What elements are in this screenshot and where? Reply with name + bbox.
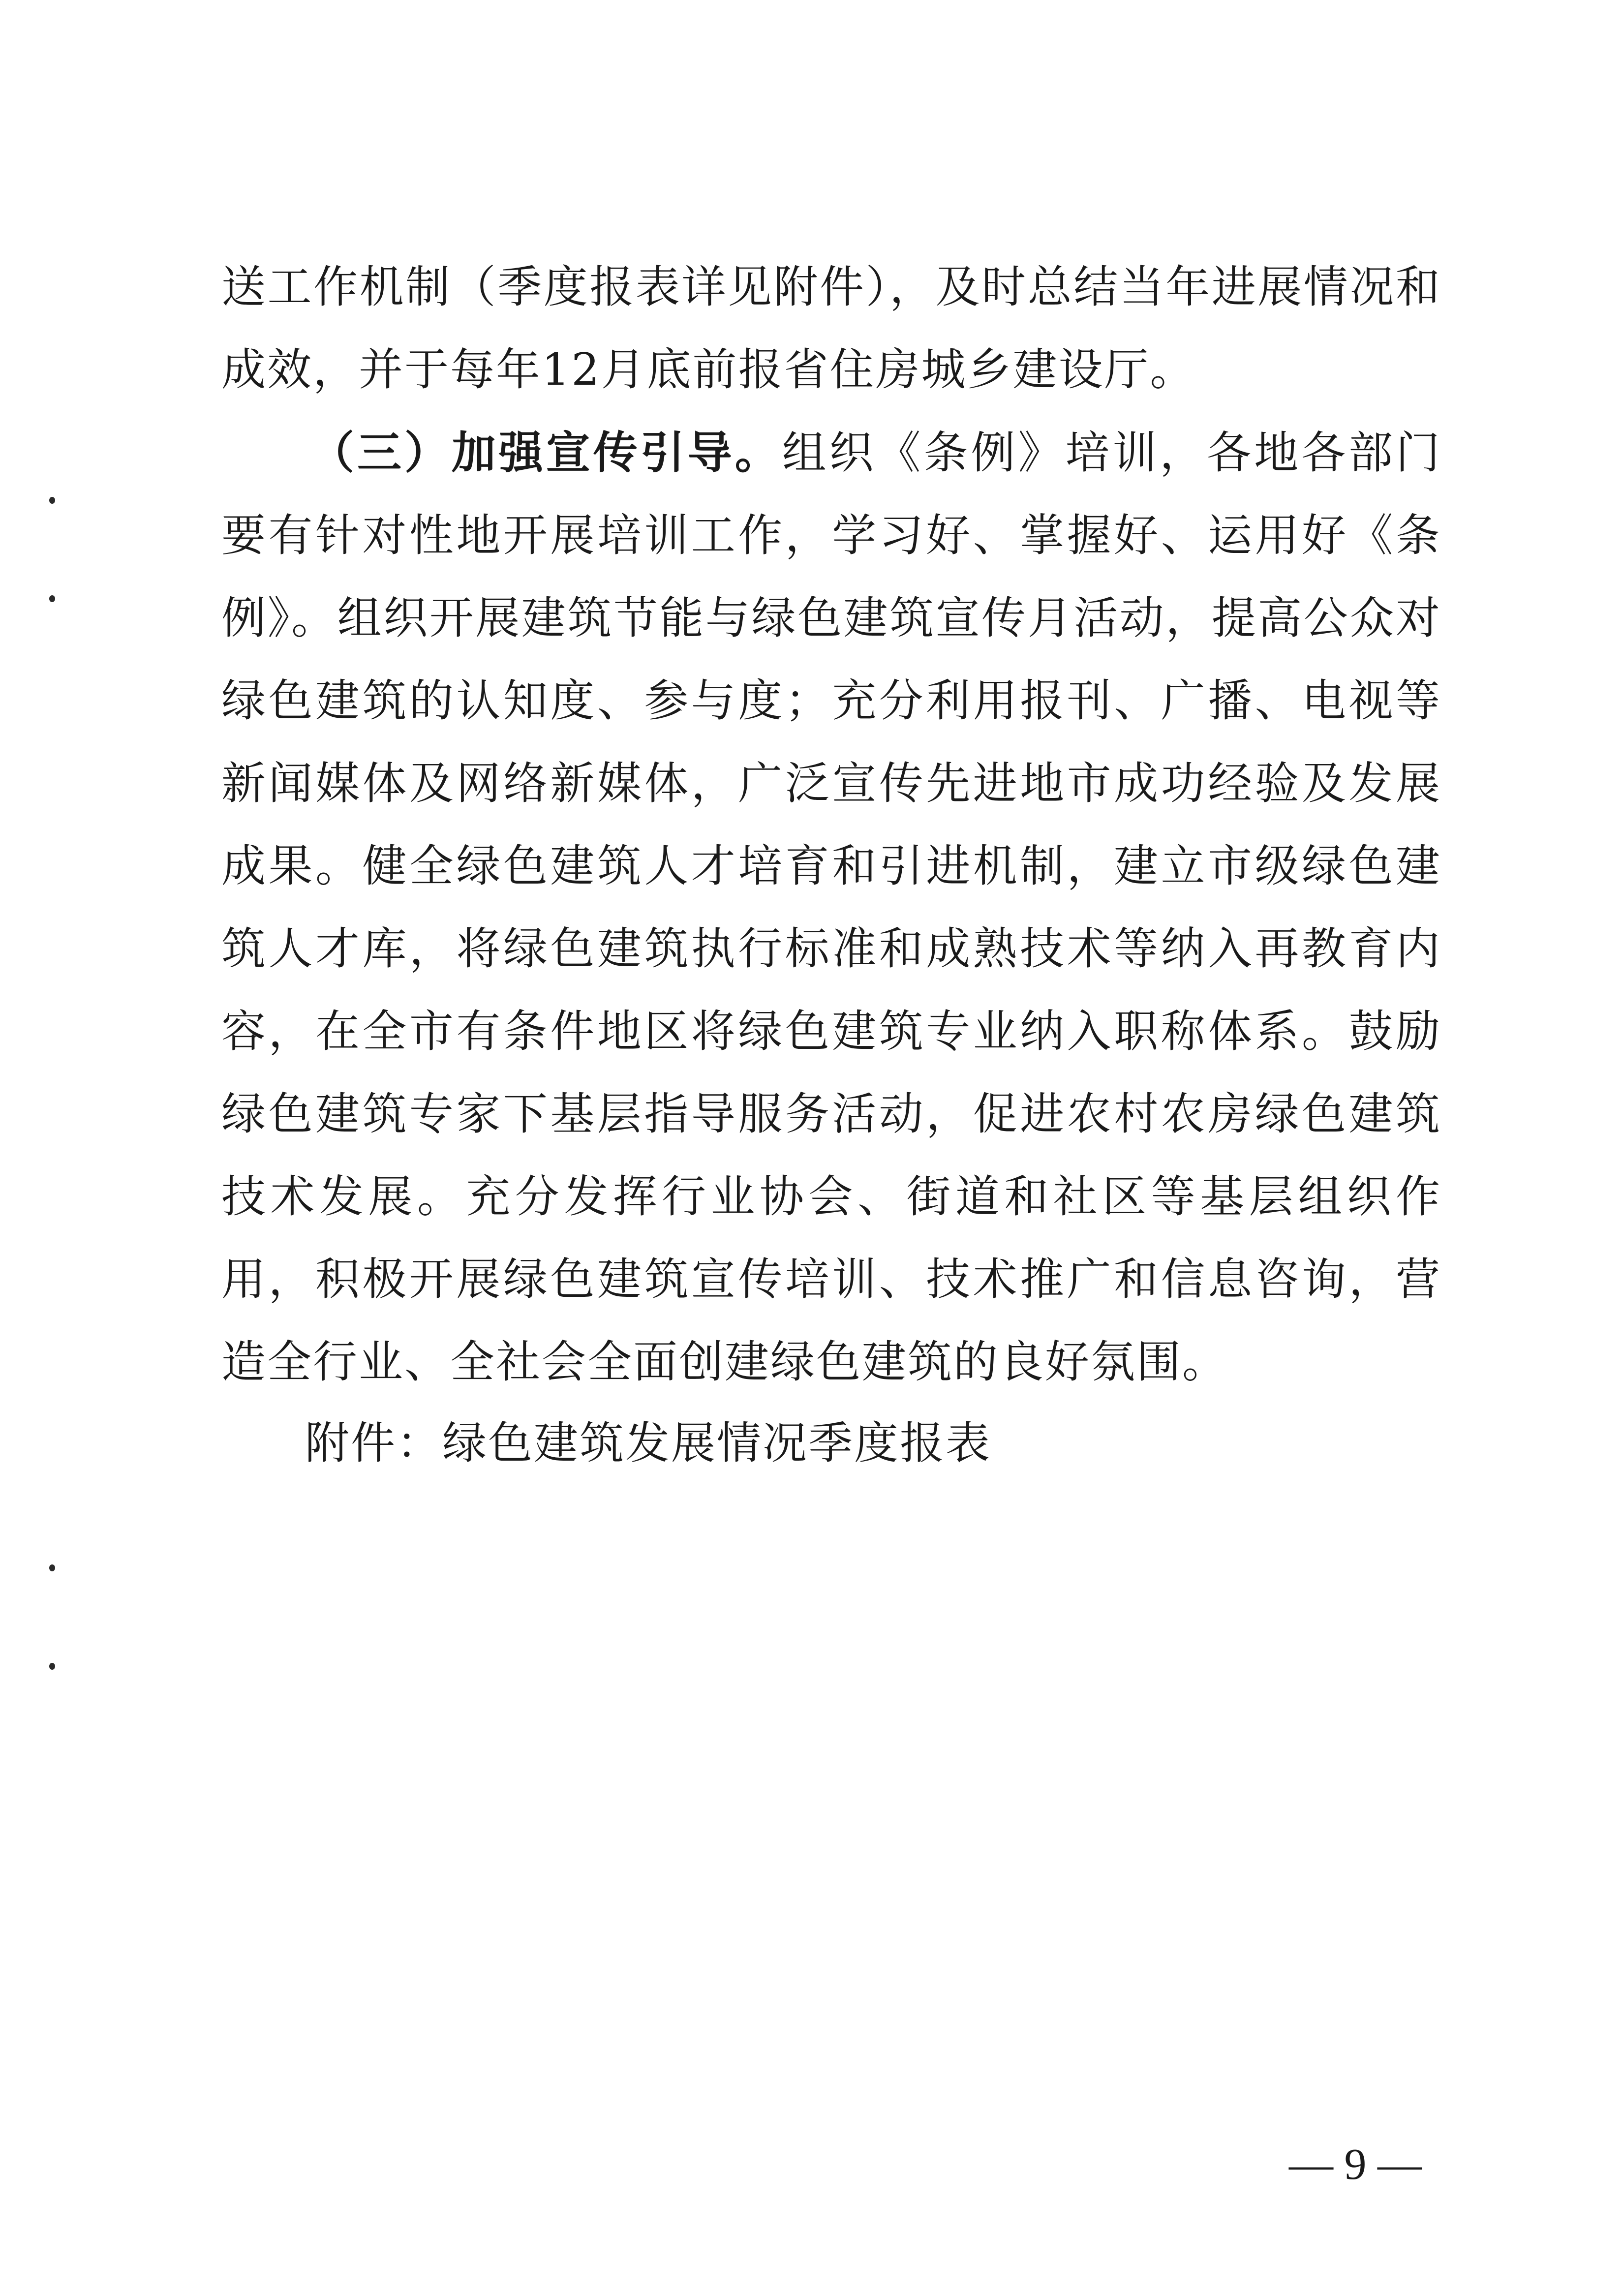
binding-hole-mark <box>49 1564 55 1571</box>
paragraph-body: 组织《条例》培训，各地各部门要有针对性地开展培训工作，学习好、掌握好、运用好《条例》。组织开展建筑节能与绿色建筑宣传月活动，提高公众对绿色建筑的认知度、参与度；充分利用报刊、广播、电视等新闻媒体及网络新媒体，广泛宣传先进地市成功经验及发展成果。健全绿色建筑人才培育和引进机制，建立市级绿色建筑人才库，将绿色建筑执行标准和成熟技术等纳入再教育内容，在全市有条件地区将绿色建筑专业纳入职称体系。鼓励绿色建筑专家下基层指导服务活动，促进农村农房绿色建筑技术发展。充分发挥行业协会、街道和社区等基层组织作用，积极开展绿色建筑宣传培训、技术推广和信息咨询，营造全行业、全社会全面创建绿色建筑的良好氛围。 <box>221 427 1442 1388</box>
page-number: — 9 — <box>1289 2140 1422 2189</box>
binding-hole-mark <box>49 497 55 504</box>
paragraph-continuation: 送工作机制（季度报表详见附件），及时总结当年进展情况和成效，并于每年12月底前报省住房城乡建设厅。 <box>221 261 1441 396</box>
attachment-line: 附件：绿色建筑发展情况季度报表 <box>305 1417 991 1469</box>
section-heading: （三）加强宣传引导。 <box>310 427 782 479</box>
paragraph-publicity <box>221 411 1441 1404</box>
body-text <box>221 246 1441 1404</box>
binding-hole-mark <box>49 595 55 602</box>
binding-hole-mark <box>49 1663 55 1670</box>
